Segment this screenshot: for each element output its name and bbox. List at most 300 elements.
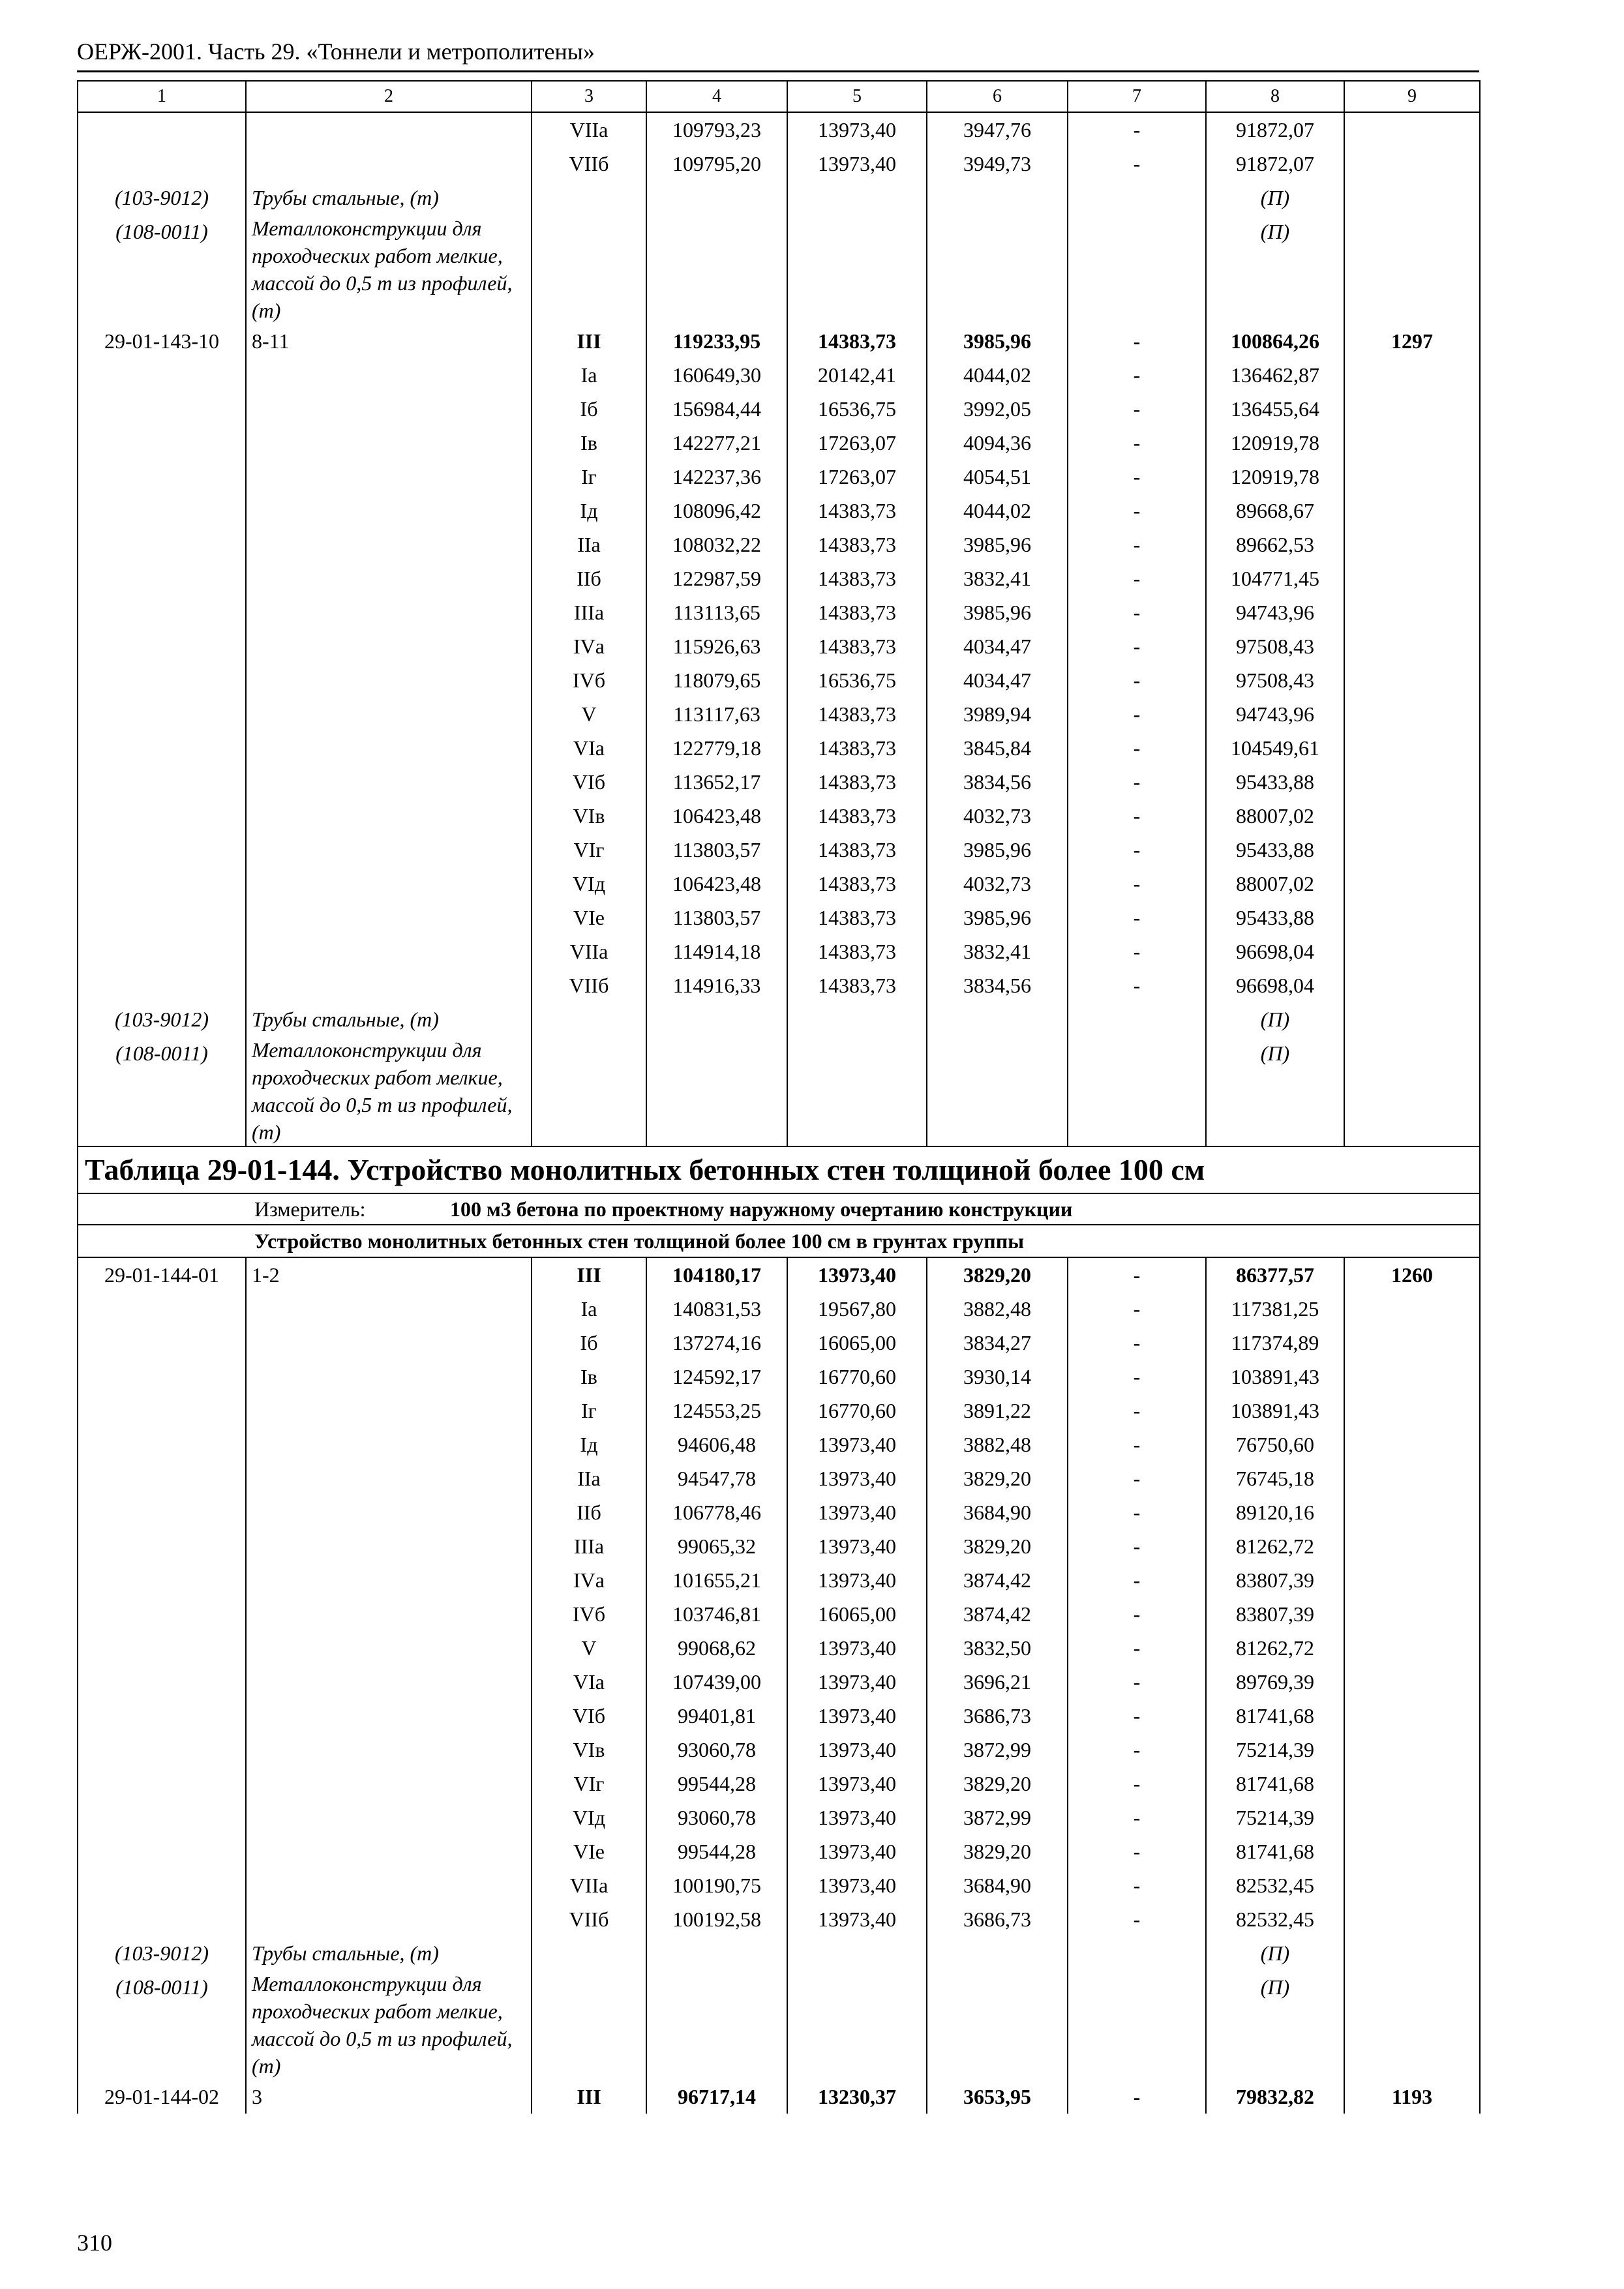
cell-col4: 113652,17 bbox=[646, 765, 787, 799]
resource-name: Трубы стальные, (т) bbox=[246, 1936, 532, 1970]
resource-code: (103-9012) bbox=[78, 1002, 246, 1036]
cell-col5: 13973,40 bbox=[787, 1834, 927, 1868]
cell-col2 bbox=[246, 494, 532, 528]
cell-col3: VIа bbox=[532, 731, 646, 765]
cell-col3: VIг bbox=[532, 833, 646, 867]
cell-col3: VIг bbox=[532, 1767, 646, 1801]
cell-col6: 4034,47 bbox=[927, 663, 1068, 697]
cell-col2 bbox=[246, 1665, 532, 1699]
cell-col9 bbox=[1344, 799, 1480, 833]
cell-col6: 3834,56 bbox=[927, 765, 1068, 799]
cell-col7: - bbox=[1068, 392, 1206, 426]
cell-col7 bbox=[1068, 1936, 1206, 1970]
cell-col1 bbox=[78, 1461, 246, 1495]
table-title: Таблица 29-01-144. Устройство монолитных бетонных стен толщиной более 100 см bbox=[78, 1146, 1480, 1193]
cell-col4: 94606,48 bbox=[646, 1428, 787, 1461]
cell-col8: 83807,39 bbox=[1206, 1597, 1344, 1631]
table-row bbox=[78, 901, 1480, 935]
cell-col5: 14383,73 bbox=[787, 867, 927, 901]
cell-col6 bbox=[927, 215, 1068, 324]
cell-col1 bbox=[78, 765, 246, 799]
measurement-label: Измеритель: bbox=[254, 1197, 366, 1221]
cell-col5: 17263,07 bbox=[787, 460, 927, 494]
table-row bbox=[78, 1428, 1480, 1461]
cell-col2 bbox=[246, 799, 532, 833]
table-row bbox=[78, 697, 1480, 731]
cell-col1 bbox=[78, 1868, 246, 1902]
cell-col5: 14383,73 bbox=[787, 901, 927, 935]
cell-col1 bbox=[78, 1631, 246, 1665]
cell-col7: - bbox=[1068, 1631, 1206, 1665]
cell-col7: - bbox=[1068, 901, 1206, 935]
cell-col3: Iа bbox=[532, 358, 646, 392]
table-row bbox=[78, 426, 1480, 460]
table-row bbox=[78, 1495, 1480, 1529]
cell-col9 bbox=[1344, 867, 1480, 901]
cell-col2 bbox=[246, 392, 532, 426]
cell-col7: - bbox=[1068, 1902, 1206, 1936]
cell-col1 bbox=[78, 1699, 246, 1733]
cell-col9 bbox=[1344, 460, 1480, 494]
table-row bbox=[78, 1801, 1480, 1834]
cell-col7: - bbox=[1068, 528, 1206, 561]
cell-col2 bbox=[246, 1529, 532, 1563]
cell-col4: 142237,36 bbox=[646, 460, 787, 494]
cell-col4: 113803,57 bbox=[646, 833, 787, 867]
cell-col1 bbox=[78, 561, 246, 595]
cell-col3 bbox=[532, 1936, 646, 1970]
cell-col9 bbox=[1344, 215, 1480, 324]
column-number: 8 bbox=[1206, 81, 1344, 112]
table-row bbox=[78, 765, 1480, 799]
cell-col6: 3686,73 bbox=[927, 1699, 1068, 1733]
cell-col2 bbox=[246, 1902, 532, 1936]
cell-col1 bbox=[78, 1767, 246, 1801]
cell-col5: 17263,07 bbox=[787, 426, 927, 460]
page-header: ОЕРЖ-2001. Часть 29. «Тоннели и метрополитены» bbox=[77, 38, 595, 65]
cell-col3: VIд bbox=[532, 1801, 646, 1834]
cell-col4: 113117,63 bbox=[646, 697, 787, 731]
cell-col4 bbox=[646, 1936, 787, 1970]
cell-col2 bbox=[246, 1326, 532, 1360]
cell-col6: 3829,20 bbox=[927, 1767, 1068, 1801]
cell-col4: 93060,78 bbox=[646, 1801, 787, 1834]
cell-col1 bbox=[78, 629, 246, 663]
cell-col6: 3947,76 bbox=[927, 112, 1068, 147]
cell-col3: VIб bbox=[532, 765, 646, 799]
cell-col6: 3874,42 bbox=[927, 1597, 1068, 1631]
cell-col3: III bbox=[532, 1257, 646, 1292]
cell-col4: 124553,25 bbox=[646, 1394, 787, 1428]
cell-col3: Iа bbox=[532, 1292, 646, 1326]
cell-col6: 4094,36 bbox=[927, 426, 1068, 460]
header-rule bbox=[77, 70, 1479, 72]
cell-col3: VIа bbox=[532, 1665, 646, 1699]
cell-col8: 89668,67 bbox=[1206, 494, 1344, 528]
cell-col2: 8-11 bbox=[246, 324, 532, 358]
resource-unit-mark: (П) bbox=[1206, 181, 1344, 215]
cell-col2 bbox=[246, 460, 532, 494]
cell-col3: IIб bbox=[532, 561, 646, 595]
cell-col3: Iв bbox=[532, 1360, 646, 1394]
cell-col1 bbox=[78, 968, 246, 1002]
cell-col9 bbox=[1344, 1529, 1480, 1563]
cell-col8: 88007,02 bbox=[1206, 867, 1344, 901]
cell-col7: - bbox=[1068, 1733, 1206, 1767]
cell-col1 bbox=[78, 358, 246, 392]
cell-col7: - bbox=[1068, 1428, 1206, 1461]
table-row bbox=[78, 935, 1480, 968]
cell-col7: - bbox=[1068, 1801, 1206, 1834]
cell-col5: 13973,40 bbox=[787, 1631, 927, 1665]
cell-col4 bbox=[646, 1002, 787, 1036]
table-row bbox=[78, 1902, 1480, 1936]
cell-col9 bbox=[1344, 1597, 1480, 1631]
cell-col5: 13973,40 bbox=[787, 1529, 927, 1563]
measurement-value: 100 м3 бетона по проектному наружному очертанию конструкции bbox=[450, 1197, 1073, 1221]
resource-code: (103-9012) bbox=[78, 1936, 246, 1970]
cell-col3: VIIа bbox=[532, 112, 646, 147]
cell-col2 bbox=[246, 1292, 532, 1326]
resource-name: Металлоконструкции для проходческих работ мелкие, массой до 0,5 т из профилей, (т) bbox=[246, 215, 532, 324]
resource-unit-mark: (П) bbox=[1206, 1002, 1344, 1036]
table-row bbox=[78, 324, 1480, 358]
cell-col6: 4032,73 bbox=[927, 867, 1068, 901]
column-number: 5 bbox=[787, 81, 927, 112]
cell-col7: - bbox=[1068, 1699, 1206, 1733]
cell-col1 bbox=[78, 1597, 246, 1631]
cell-col9 bbox=[1344, 1733, 1480, 1767]
table-row bbox=[78, 799, 1480, 833]
table-row bbox=[78, 1767, 1480, 1801]
cell-col9 bbox=[1344, 1563, 1480, 1597]
cell-col6: 4044,02 bbox=[927, 494, 1068, 528]
cell-col7: - bbox=[1068, 460, 1206, 494]
resource-unit-mark: (П) bbox=[1206, 1936, 1344, 1970]
cell-col6: 3874,42 bbox=[927, 1563, 1068, 1597]
cell-col9 bbox=[1344, 1495, 1480, 1529]
cell-col7: - bbox=[1068, 1563, 1206, 1597]
cell-col9 bbox=[1344, 1699, 1480, 1733]
cell-col3: VIе bbox=[532, 901, 646, 935]
cell-col6: 3882,48 bbox=[927, 1428, 1068, 1461]
cell-col2 bbox=[246, 935, 532, 968]
cell-col8: 94743,96 bbox=[1206, 697, 1344, 731]
cell-col4 bbox=[646, 181, 787, 215]
cell-col8: 136455,64 bbox=[1206, 392, 1344, 426]
cell-col7: - bbox=[1068, 561, 1206, 595]
cell-col5: 13973,40 bbox=[787, 1257, 927, 1292]
cell-col1: 29-01-143-10 bbox=[78, 324, 246, 358]
cell-col1 bbox=[78, 426, 246, 460]
cell-col9 bbox=[1344, 528, 1480, 561]
cell-col3: IIб bbox=[532, 1495, 646, 1529]
cell-col2 bbox=[246, 1699, 532, 1733]
cell-col9 bbox=[1344, 392, 1480, 426]
cell-col4: 103746,81 bbox=[646, 1597, 787, 1631]
cell-col6: 3832,41 bbox=[927, 935, 1068, 968]
cell-col3: VIв bbox=[532, 1733, 646, 1767]
cell-col6: 3834,27 bbox=[927, 1326, 1068, 1360]
cell-col8: 91872,07 bbox=[1206, 147, 1344, 181]
cell-col9 bbox=[1344, 147, 1480, 181]
cell-col5: 14383,73 bbox=[787, 731, 927, 765]
cell-col4: 156984,44 bbox=[646, 392, 787, 426]
cell-col5: 14383,73 bbox=[787, 595, 927, 629]
cell-col9 bbox=[1344, 1461, 1480, 1495]
cell-col9 bbox=[1344, 358, 1480, 392]
resource-name: Металлоконструкции для проходческих работ мелкие, массой до 0,5 т из профилей, (т) bbox=[246, 1036, 532, 1146]
cell-col6: 4054,51 bbox=[927, 460, 1068, 494]
cell-col4: 99068,62 bbox=[646, 1631, 787, 1665]
cell-col4: 93060,78 bbox=[646, 1733, 787, 1767]
cell-col8: 95433,88 bbox=[1206, 833, 1344, 867]
cell-col4: 140831,53 bbox=[646, 1292, 787, 1326]
cell-col3: VIIб bbox=[532, 147, 646, 181]
table-row bbox=[78, 1461, 1480, 1495]
cell-col9 bbox=[1344, 1868, 1480, 1902]
cell-col5 bbox=[787, 215, 927, 324]
cell-col8: 120919,78 bbox=[1206, 460, 1344, 494]
cell-col5: 13973,40 bbox=[787, 1495, 927, 1529]
cell-col3: VIIа bbox=[532, 1868, 646, 1902]
cell-col4: 99544,28 bbox=[646, 1834, 787, 1868]
cell-col3 bbox=[532, 1036, 646, 1146]
cell-col8: 117374,89 bbox=[1206, 1326, 1344, 1360]
cell-col4: 104180,17 bbox=[646, 1257, 787, 1292]
cell-col2 bbox=[246, 112, 532, 147]
cell-col5: 16770,60 bbox=[787, 1394, 927, 1428]
cell-col1 bbox=[78, 112, 246, 147]
cell-col9 bbox=[1344, 697, 1480, 731]
measurement-row bbox=[78, 1193, 1480, 1225]
cell-col8: 75214,39 bbox=[1206, 1801, 1344, 1834]
cell-col3: V bbox=[532, 1631, 646, 1665]
cell-col4: 106423,48 bbox=[646, 867, 787, 901]
cell-col4: 118079,65 bbox=[646, 663, 787, 697]
cell-col5: 13230,37 bbox=[787, 2080, 927, 2114]
cell-col7: - bbox=[1068, 1292, 1206, 1326]
cell-col5: 16536,75 bbox=[787, 392, 927, 426]
cell-col5: 13973,40 bbox=[787, 147, 927, 181]
cell-col4: 106423,48 bbox=[646, 799, 787, 833]
resource-unit-mark: (П) bbox=[1206, 1970, 1344, 2080]
cell-col5 bbox=[787, 1036, 927, 1146]
table-row bbox=[78, 595, 1480, 629]
cell-col3: III bbox=[532, 2080, 646, 2114]
subtitle-row bbox=[78, 1225, 1480, 1257]
cell-col9 bbox=[1344, 731, 1480, 765]
table-row bbox=[78, 1631, 1480, 1665]
cell-col3: Iг bbox=[532, 460, 646, 494]
resource-code: (108-0011) bbox=[78, 215, 246, 324]
cell-col1 bbox=[78, 392, 246, 426]
cell-col2 bbox=[246, 1733, 532, 1767]
table-row bbox=[78, 392, 1480, 426]
cell-col4: 94547,78 bbox=[646, 1461, 787, 1495]
cell-col2 bbox=[246, 1428, 532, 1461]
cell-col6: 3985,96 bbox=[927, 324, 1068, 358]
column-number: 4 bbox=[646, 81, 787, 112]
cell-col4: 109795,20 bbox=[646, 147, 787, 181]
table-row bbox=[78, 1360, 1480, 1394]
cell-col4: 99401,81 bbox=[646, 1699, 787, 1733]
cell-col4 bbox=[646, 215, 787, 324]
cell-col6: 3930,14 bbox=[927, 1360, 1068, 1394]
cell-col4 bbox=[646, 1970, 787, 2080]
cell-col7: - bbox=[1068, 697, 1206, 731]
cell-col7: - bbox=[1068, 663, 1206, 697]
resource-row bbox=[78, 1970, 1480, 2080]
table-row bbox=[78, 663, 1480, 697]
cell-col2 bbox=[246, 1360, 532, 1394]
cell-col6: 3832,41 bbox=[927, 561, 1068, 595]
cell-col6: 3985,96 bbox=[927, 528, 1068, 561]
cell-col2 bbox=[246, 1834, 532, 1868]
column-number: 6 bbox=[927, 81, 1068, 112]
cell-col4: 99065,32 bbox=[646, 1529, 787, 1563]
cell-col4: 119233,95 bbox=[646, 324, 787, 358]
cell-col1 bbox=[78, 1394, 246, 1428]
cell-col6: 3992,05 bbox=[927, 392, 1068, 426]
resource-row bbox=[78, 1036, 1480, 1146]
cell-col3: VIIб bbox=[532, 968, 646, 1002]
cell-col7: - bbox=[1068, 765, 1206, 799]
cell-col3: V bbox=[532, 697, 646, 731]
cell-col1 bbox=[78, 1665, 246, 1699]
cell-col9 bbox=[1344, 1326, 1480, 1360]
resource-code: (108-0011) bbox=[78, 1970, 246, 2080]
cell-col7 bbox=[1068, 1036, 1206, 1146]
cell-col7: - bbox=[1068, 968, 1206, 1002]
cell-col8: 81741,68 bbox=[1206, 1699, 1344, 1733]
cell-col5: 13973,40 bbox=[787, 1868, 927, 1902]
cell-col8: 95433,88 bbox=[1206, 765, 1344, 799]
cell-col9 bbox=[1344, 1428, 1480, 1461]
cell-col7: - bbox=[1068, 1868, 1206, 1902]
cell-col4: 106778,46 bbox=[646, 1495, 787, 1529]
cell-col9 bbox=[1344, 1360, 1480, 1394]
cell-col5: 14383,73 bbox=[787, 968, 927, 1002]
cell-col6: 3872,99 bbox=[927, 1801, 1068, 1834]
cell-col8: 97508,43 bbox=[1206, 663, 1344, 697]
cell-col9 bbox=[1344, 1936, 1480, 1970]
cell-col5 bbox=[787, 1970, 927, 2080]
cell-col9 bbox=[1344, 1002, 1480, 1036]
cell-col3: IVб bbox=[532, 663, 646, 697]
cell-col7: - bbox=[1068, 799, 1206, 833]
cell-col6 bbox=[927, 1002, 1068, 1036]
cell-col7: - bbox=[1068, 731, 1206, 765]
column-number: 3 bbox=[532, 81, 646, 112]
table-row bbox=[78, 561, 1480, 595]
cell-col9 bbox=[1344, 765, 1480, 799]
cell-col1 bbox=[78, 1733, 246, 1767]
cell-col3: IIа bbox=[532, 1461, 646, 1495]
cell-col2 bbox=[246, 561, 532, 595]
cell-col7: - bbox=[1068, 1665, 1206, 1699]
cell-col7: - bbox=[1068, 147, 1206, 181]
cell-col6: 3985,96 bbox=[927, 833, 1068, 867]
cell-col8: 91872,07 bbox=[1206, 112, 1344, 147]
table-row bbox=[78, 528, 1480, 561]
cell-col2 bbox=[246, 1394, 532, 1428]
cell-col7: - bbox=[1068, 595, 1206, 629]
cell-col6 bbox=[927, 1970, 1068, 2080]
cell-col5: 14383,73 bbox=[787, 935, 927, 968]
table-row bbox=[78, 358, 1480, 392]
cell-col7 bbox=[1068, 215, 1206, 324]
cell-col9: 1193 bbox=[1344, 2080, 1480, 2114]
table-row bbox=[78, 1292, 1480, 1326]
cell-col3: VIв bbox=[532, 799, 646, 833]
cell-col1 bbox=[78, 867, 246, 901]
cell-col8: 82532,45 bbox=[1206, 1902, 1344, 1936]
cell-col8: 103891,43 bbox=[1206, 1394, 1344, 1428]
resource-code: (108-0011) bbox=[78, 1036, 246, 1146]
cell-col9 bbox=[1344, 968, 1480, 1002]
cell-col5: 13973,40 bbox=[787, 1733, 927, 1767]
cell-col4: 122779,18 bbox=[646, 731, 787, 765]
column-number: 9 bbox=[1344, 81, 1480, 112]
cell-col7: - bbox=[1068, 1394, 1206, 1428]
cell-col5: 14383,73 bbox=[787, 697, 927, 731]
cell-col5: 20142,41 bbox=[787, 358, 927, 392]
cell-col5 bbox=[787, 1936, 927, 1970]
resource-row bbox=[78, 215, 1480, 324]
section-subtitle: Устройство монолитных бетонных стен толщиной более 100 см в грунтах группы bbox=[78, 1225, 1480, 1257]
cell-col3: IIIа bbox=[532, 595, 646, 629]
cell-col8: 83807,39 bbox=[1206, 1563, 1344, 1597]
cell-col4: 124592,17 bbox=[646, 1360, 787, 1394]
cell-col1 bbox=[78, 1326, 246, 1360]
cell-col8: 136462,87 bbox=[1206, 358, 1344, 392]
cell-col5 bbox=[787, 1002, 927, 1036]
table-row bbox=[78, 147, 1480, 181]
cell-col3: Iд bbox=[532, 1428, 646, 1461]
cell-col4: 99544,28 bbox=[646, 1767, 787, 1801]
cell-col2 bbox=[246, 765, 532, 799]
cell-col8: 95433,88 bbox=[1206, 901, 1344, 935]
cell-col9 bbox=[1344, 595, 1480, 629]
cell-col2 bbox=[246, 901, 532, 935]
cell-col2 bbox=[246, 833, 532, 867]
rates-table bbox=[77, 80, 1481, 2114]
cell-col3: Iд bbox=[532, 494, 646, 528]
cell-col7: - bbox=[1068, 2080, 1206, 2114]
cell-col1 bbox=[78, 901, 246, 935]
cell-col3: Iб bbox=[532, 392, 646, 426]
cell-col4: 137274,16 bbox=[646, 1326, 787, 1360]
cell-col7: - bbox=[1068, 1834, 1206, 1868]
cell-col6: 3882,48 bbox=[927, 1292, 1068, 1326]
cell-col5: 13973,40 bbox=[787, 1428, 927, 1461]
cell-col4: 114914,18 bbox=[646, 935, 787, 968]
cell-col6: 3829,20 bbox=[927, 1461, 1068, 1495]
cell-col2 bbox=[246, 1631, 532, 1665]
table-row bbox=[78, 1733, 1480, 1767]
cell-col7: - bbox=[1068, 935, 1206, 968]
cell-col8: 81741,68 bbox=[1206, 1834, 1344, 1868]
cell-col5: 14383,73 bbox=[787, 629, 927, 663]
cell-col8: 89120,16 bbox=[1206, 1495, 1344, 1529]
resource-code: (103-9012) bbox=[78, 181, 246, 215]
table-row bbox=[78, 2080, 1480, 2114]
table-row bbox=[78, 1834, 1480, 1868]
cell-col3: IVб bbox=[532, 1597, 646, 1631]
table-row bbox=[78, 1699, 1480, 1733]
cell-col5: 13973,40 bbox=[787, 1902, 927, 1936]
